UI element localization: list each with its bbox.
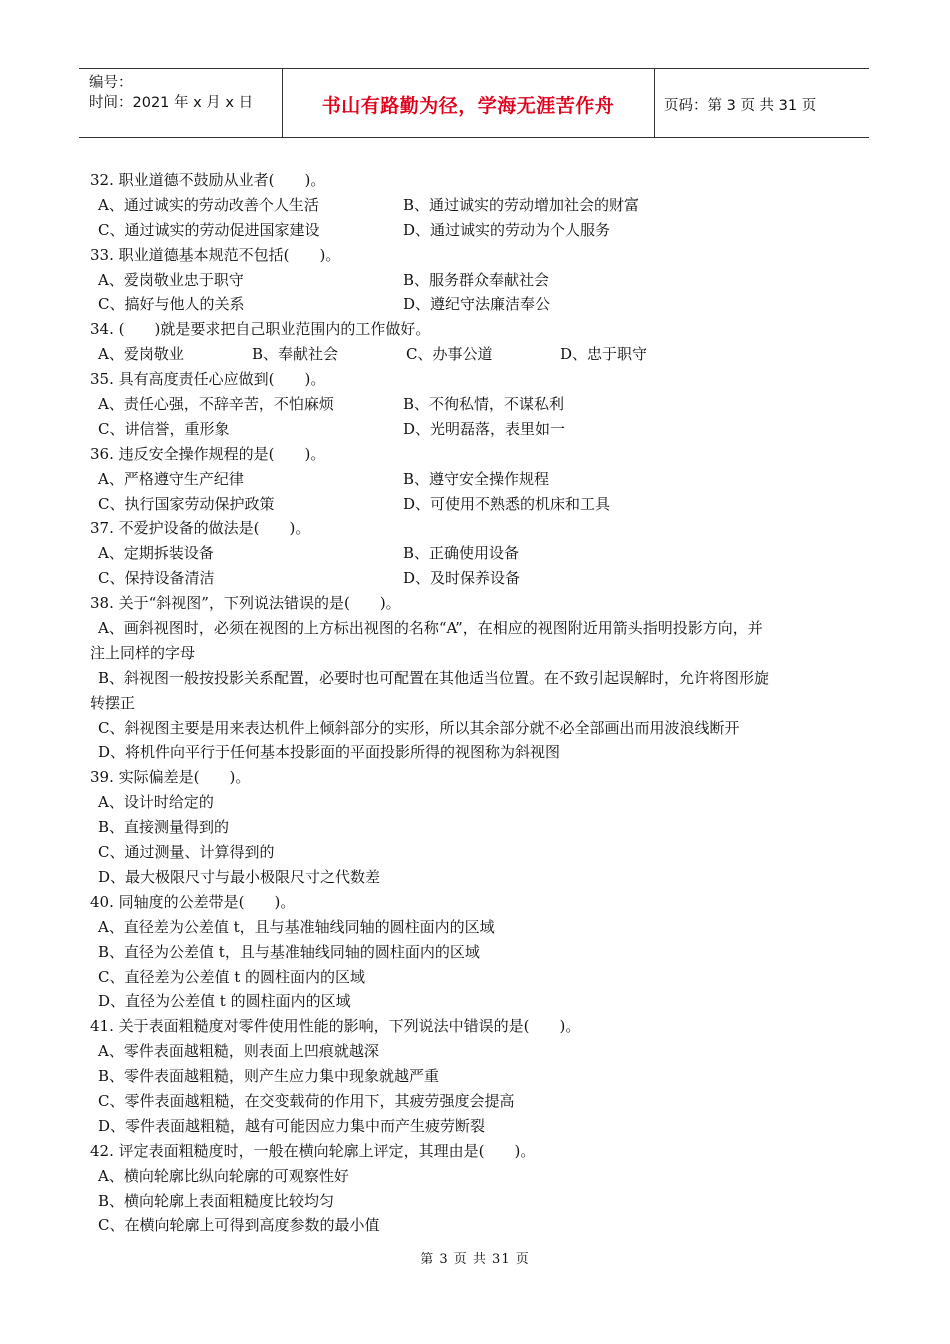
option-a: A、爱岗敬业	[98, 345, 184, 364]
question-stem: 33. 职业道德基本规范不包括( )。	[90, 245, 341, 264]
header-page-cell	[654, 69, 869, 137]
question-stem: 41. 关于表面粗糙度对零件使用性能的影响，下列说法中错误的是( )。	[90, 1017, 581, 1036]
option-a: A、横向轮廓比纵向轮廓的可观察性好	[98, 1166, 349, 1185]
option-c: C、通过诚实的劳动促进国家建设	[98, 220, 320, 239]
option-d: D、通过诚实的劳动为个人服务	[403, 220, 611, 239]
question-stem: 40. 同轴度的公差带是( )。	[90, 892, 296, 911]
option-c: C、执行国家劳动保护政策	[98, 494, 275, 513]
option-row	[90, 268, 865, 293]
option-row	[90, 417, 865, 442]
option-row	[90, 467, 865, 492]
option-a: A、定期拆装设备	[98, 544, 214, 563]
option-b: B、直径为公差值 t，且与基准轴线同轴的圆柱面内的区域	[98, 942, 480, 961]
option-c: C、讲信誉，重形象	[98, 419, 230, 438]
header-motto-cell	[282, 69, 655, 137]
question-stem: 36. 违反安全操作规程的是( )。	[90, 444, 326, 463]
question-stem: 34. ( )就是要求把自己职业范围内的工作做好。	[90, 320, 431, 339]
option-b: B、横向轮廓上表面粗糙度比较均匀	[98, 1191, 335, 1210]
option-c: C、搞好与他人的关系	[98, 295, 245, 314]
option-row	[90, 218, 865, 243]
option-d: D、遵纪守法廉洁奉公	[403, 295, 551, 314]
question-stem: 39. 实际偏差是( )。	[90, 768, 251, 787]
option-b: B、服务群众奉献社会	[403, 270, 550, 289]
option-b: B、零件表面越粗糙，则产生应力集中现象就越严重	[98, 1067, 440, 1086]
header-meta-cell	[79, 69, 283, 137]
option-a: A、爱岗敬业忠于职守	[98, 270, 244, 289]
option-b: B、斜视图一般按投影关系配置，必要时也可配置在其他适当位置。在不致引起误解时，允许将图形旋	[98, 668, 770, 687]
option-row	[90, 193, 865, 218]
option-c: C、通过测量、计算得到的	[98, 843, 275, 862]
option-a-continued: 注上同样的字母	[90, 643, 196, 662]
option-row	[90, 292, 865, 317]
option-d: D、可使用不熟悉的机床和工具	[403, 494, 611, 513]
option-d: D、光明磊落，表里如一	[403, 419, 566, 438]
header-page-info: 页码：第 3 页 共 31 页	[664, 98, 817, 114]
document-code-label: 编号：	[89, 75, 133, 91]
option-c: C、直径差为公差值 t 的圆柱面内的区域	[98, 967, 366, 986]
option-d: D、直径为公差值 t 的圆柱面内的区域	[98, 992, 351, 1011]
page-footer: 第 3 页 共 31 页	[420, 1252, 530, 1267]
question-stem: 37. 不爱护设备的做法是( )。	[90, 519, 311, 538]
question-stem: 42. 评定表面粗糙度时，一般在横向轮廓上评定，其理由是( )。	[90, 1141, 536, 1160]
option-b: B、遵守安全操作规程	[403, 469, 550, 488]
option-c: C、斜视图主要是用来表达机件上倾斜部分的实形，所以其余部分就不必全部画出而用波浪线断开	[98, 718, 740, 737]
option-b: B、通过诚实的劳动增加社会的财富	[403, 195, 640, 214]
option-a: A、责任心强，不辞辛苦，不怕麻烦	[98, 395, 334, 414]
option-a: A、零件表面越粗糙，则表面上凹痕就越深	[98, 1042, 379, 1061]
option-d: D、将机件向平行于任何基本投影面的平面投影所得的视图称为斜视图	[98, 743, 561, 762]
document-date: 时间：2021 年 x 月 x 日	[89, 95, 254, 111]
option-c: C、零件表面越粗糙，在交变载荷的作用下，其疲劳强度会提高	[98, 1091, 515, 1110]
option-a: A、严格遵守生产纪律	[98, 469, 244, 488]
option-c: C、保持设备清洁	[98, 569, 215, 588]
option-b: B、直接测量得到的	[98, 818, 230, 837]
question-stem: 38. 关于“斜视图”，下列说法错误的是( )。	[90, 594, 401, 613]
option-row	[90, 566, 865, 591]
option-b: B、正确使用设备	[403, 544, 520, 563]
option-a: A、画斜视图时，必须在视图的上方标出视图的名称“A”，在相应的视图附近用箭头指明投影方向，并	[98, 619, 763, 638]
question-stem: 32. 职业道德不鼓励从业者( )。	[90, 171, 326, 189]
option-d: D、忠于职守	[560, 345, 648, 364]
option-a: A、直径差为公差值 t，且与基准轴线同轴的圆柱面内的区域	[98, 917, 495, 936]
option-a: A、通过诚实的劳动改善个人生活	[98, 195, 319, 214]
option-b: B、不徇私情，不谋私利	[403, 395, 565, 414]
question-stem: 35. 具有高度责任心应做到( )。	[90, 370, 326, 389]
option-b-continued: 转摆正	[90, 693, 136, 712]
option-row	[90, 392, 865, 417]
option-b: B、奉献社会	[252, 345, 339, 364]
option-c: C、办事公道	[406, 345, 493, 364]
option-row	[90, 541, 865, 566]
option-d: D、零件表面越粗糙，越有可能因应力集中而产生疲劳断裂	[98, 1116, 486, 1135]
option-a: A、设计时给定的	[98, 793, 214, 812]
option-d: D、最大极限尺寸与最小极限尺寸之代数差	[98, 867, 381, 886]
motto: 书山有路勤为径，学海无涯苦作舟	[321, 95, 615, 117]
document-header	[79, 68, 869, 138]
option-row	[90, 342, 865, 367]
option-c: C、在横向轮廓上可得到高度参数的最小值	[98, 1216, 380, 1235]
option-d: D、及时保养设备	[403, 569, 521, 588]
option-row	[90, 492, 865, 517]
question-list	[90, 168, 865, 1238]
